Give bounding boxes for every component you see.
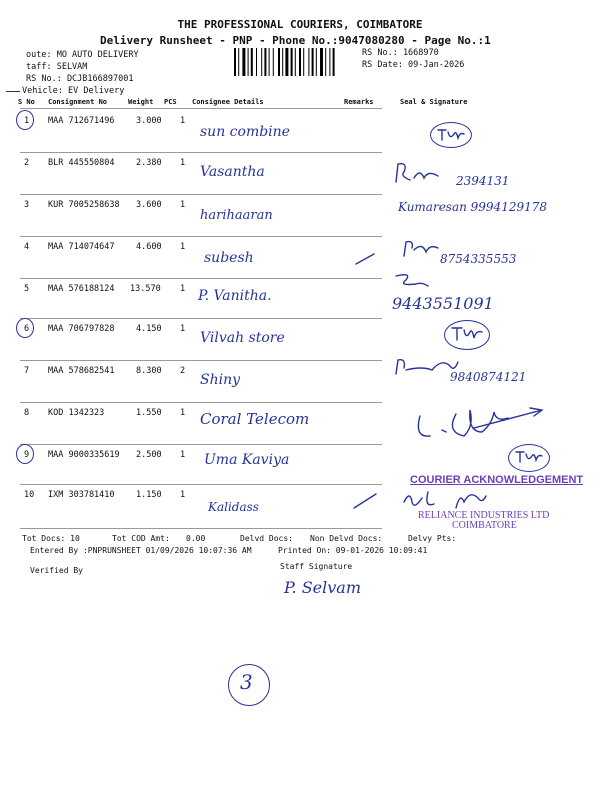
- rs-prefix-label: RS No.: DCJB166897001: [26, 74, 134, 84]
- staff-label: taff: SELVAM: [26, 62, 88, 72]
- runsheet-title: Delivery Runsheet - PNP - Phone No.:9047080280 - Page No.:1: [100, 34, 491, 47]
- row-rule: [20, 360, 382, 361]
- company-title: THE PROFESSIONAL COURIERS, COIMBATORE: [177, 18, 423, 31]
- row-seal-text: 8754335553: [440, 252, 517, 266]
- route-label: oute: MO AUTO DELIVERY: [26, 50, 139, 60]
- row-weight: 2.500: [136, 450, 162, 460]
- row-pcs: 1: [180, 242, 186, 252]
- col-sno: S No: [18, 98, 35, 106]
- row-consignee: Uma Kaviya: [204, 452, 290, 468]
- col-consignee: Consignee Details: [192, 98, 264, 106]
- row-sno: 8: [24, 408, 30, 418]
- col-weight: Weight: [128, 98, 154, 106]
- printed-on: Printed On: 09-01-2026 10:09:41: [278, 546, 428, 555]
- row-consignee: subesh: [204, 250, 254, 266]
- row-pcs: 1: [180, 490, 186, 500]
- row-consignment: MAA 578682541: [48, 366, 115, 376]
- entered-by: Entered By :PNPRUNSHEET 01/09/2026 10:07:36 AM: [30, 546, 252, 555]
- staff-signed-name: P. Selvam: [284, 578, 361, 597]
- row-weight: 13.570: [130, 284, 161, 294]
- page-mark: 3: [240, 670, 253, 694]
- row-weight: 4.150: [136, 324, 162, 334]
- row-seal-text: Kumaresan 9994129178: [398, 200, 548, 214]
- rs-number: RS No.: 1668970: [362, 48, 439, 58]
- row-rule: [20, 236, 382, 237]
- signature-icon: [392, 160, 442, 186]
- row-sno: 3: [24, 200, 30, 210]
- row-consignment: BLR 445550804: [48, 158, 115, 168]
- row-consignment: MAA 712671496: [48, 116, 115, 126]
- row-rule: [20, 402, 382, 403]
- row-rule: [20, 318, 382, 319]
- row-rule: [20, 278, 382, 279]
- row-consignment: MAA 576188124: [48, 284, 115, 294]
- barcode: [232, 48, 356, 76]
- signature-icon: [400, 238, 440, 260]
- col-remarks: Remarks: [344, 98, 374, 106]
- stamp-city: COIMBATORE: [452, 520, 517, 531]
- row-rule: [20, 194, 382, 195]
- non-delivered-docs: Non Delvd Docs:: [310, 534, 383, 543]
- row-consignment: IXM 303781410: [48, 490, 115, 500]
- row-consignee: harihaaran: [200, 208, 273, 223]
- row-pcs: 1: [180, 450, 186, 460]
- row-consignment: MAA 9000335619: [48, 450, 120, 460]
- row-consignee: Vilvah store: [200, 330, 285, 346]
- row-consignee: Vasantha: [200, 164, 265, 180]
- row-sno: 10: [24, 490, 35, 500]
- row-pcs: 1: [180, 408, 186, 418]
- row-consignee: Kalidass: [208, 500, 259, 514]
- staff-signature-label: Staff Signature: [280, 562, 353, 571]
- row-sno: 2: [24, 158, 30, 168]
- row-consignment: MAA 706797828: [48, 324, 115, 334]
- row-consignee: sun combine: [200, 124, 290, 140]
- row-rule: [20, 444, 382, 445]
- row-rule: [20, 528, 382, 529]
- row-sno: 7: [24, 366, 30, 376]
- row-weight: 2.380: [136, 158, 162, 168]
- remark-tick-icon: [354, 252, 376, 266]
- row-seal-text: 9443551091: [392, 294, 494, 313]
- row-seal-text: 9840874121: [450, 370, 527, 384]
- row-pcs: 1: [180, 324, 186, 334]
- row-rule: [20, 484, 382, 485]
- row-sno: 9: [24, 450, 30, 460]
- col-pcs: PCS: [164, 98, 177, 106]
- remark-tick-icon: [352, 492, 378, 510]
- verified-by-label: Verified By: [30, 566, 83, 575]
- row-weight: 3.600: [136, 200, 162, 210]
- col-seal: Seal & Signature: [400, 98, 468, 106]
- row-consignment: KOD 1342323: [48, 408, 105, 418]
- delivery-points: Delvy Pts:: [408, 534, 457, 543]
- row-weight: 8.300: [136, 366, 162, 376]
- delivered-docs: Delvd Docs:: [240, 534, 293, 543]
- stamp-title: COURIER ACKNOWLEDGEMENT: [410, 474, 584, 486]
- col-consignment: Consignment No: [48, 98, 108, 106]
- total-cod-label: Tot COD Amt:: [112, 534, 170, 543]
- signature-icon: [514, 448, 544, 466]
- row-weight: 1.550: [136, 408, 162, 418]
- row-sno: 1: [24, 116, 30, 126]
- total-cod-value: 0.00: [186, 534, 206, 543]
- row-circle-mark: [16, 110, 34, 130]
- signature-icon: [450, 324, 484, 344]
- row-weight: 1.150: [136, 490, 162, 500]
- vehicle-label: Vehicle: EV Delivery: [22, 86, 125, 96]
- row-pcs: 1: [180, 284, 186, 294]
- row-pcs: 1: [180, 200, 186, 210]
- row-consignee: P. Vanitha.: [198, 288, 272, 304]
- row-sno: 6: [24, 324, 30, 334]
- row-pcs: 1: [180, 158, 186, 168]
- row-pcs: 1: [180, 116, 186, 126]
- row-circle-mark: [16, 318, 34, 338]
- row-consignee: Coral Telecom: [200, 410, 310, 428]
- row-pcs: 2: [180, 366, 186, 376]
- row-sno: 5: [24, 284, 30, 294]
- row-sno: 4: [24, 242, 30, 252]
- row-rule: [20, 152, 382, 153]
- stamp-company: RELIANCE INDUSTRIES LTD: [418, 510, 550, 521]
- vehicle-dash: [6, 91, 20, 92]
- header-rule: [20, 108, 382, 109]
- total-docs: Tot Docs: 10: [22, 534, 80, 543]
- row-weight: 4.600: [136, 242, 162, 252]
- signature-icon: [392, 272, 432, 292]
- row-consignment: KUR 7005258638: [48, 200, 120, 210]
- row-consignment: MAA 714074647: [48, 242, 115, 252]
- row-weight: 3.000: [136, 116, 162, 126]
- row-circle-mark: [16, 444, 34, 464]
- row-seal-text: 2394131: [456, 174, 510, 188]
- signature-icon: [412, 402, 548, 444]
- signature-icon: [436, 126, 466, 142]
- row-consignee: Shiny: [200, 372, 241, 388]
- rs-date: RS Date: 09-Jan-2026: [362, 60, 465, 70]
